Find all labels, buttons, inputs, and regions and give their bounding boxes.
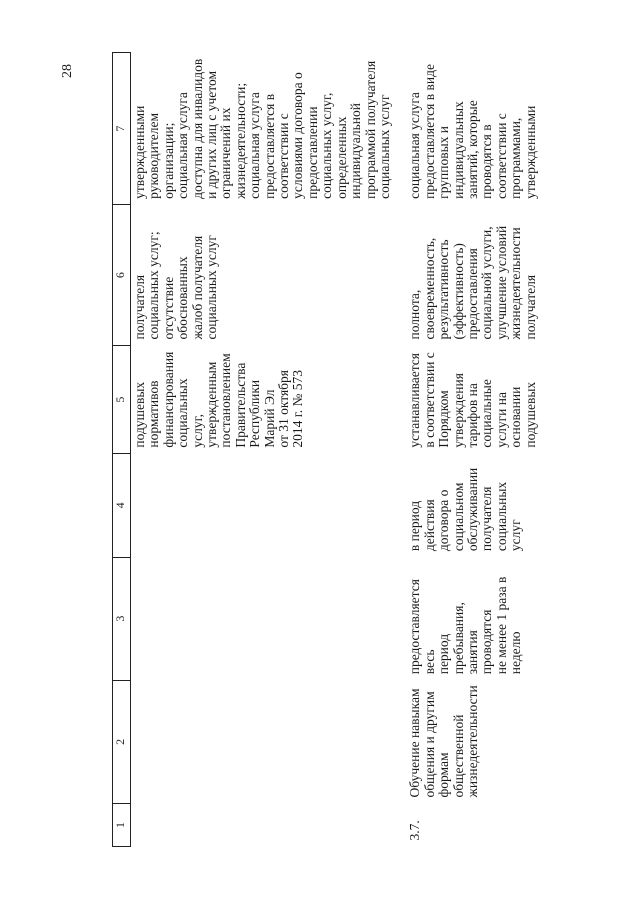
header-col-2: 2	[113, 680, 131, 803]
row-number: 3.7.	[407, 820, 423, 841]
quality-indicators-cell	[406, 205, 540, 346]
text-line: нормативов	[146, 380, 162, 448]
text-line: программами,	[508, 117, 524, 199]
text-line: отсутствие	[160, 276, 176, 340]
text-line: и других лиц с учетом	[204, 70, 220, 199]
text-line: предоставляется в виде	[421, 64, 437, 199]
services-table	[112, 52, 540, 847]
text-line: не менее 1 раза в	[493, 576, 509, 675]
tariff-cell	[406, 346, 540, 454]
text-line: социальных услуг,	[319, 92, 335, 199]
text-line: услуг,	[189, 413, 205, 448]
service-name-cell	[406, 680, 540, 803]
text-line: основании	[508, 386, 524, 448]
table-row-continued	[131, 53, 395, 847]
text-line: социальном	[450, 482, 466, 552]
text-line: обслуживании	[464, 467, 480, 552]
text-line: социальная услуга	[407, 92, 423, 199]
text-line: индивидуальной	[348, 103, 364, 199]
header-col-5: 5	[113, 346, 131, 454]
text-line: устанавливается	[407, 352, 423, 448]
text-line: договора о	[436, 489, 452, 552]
header-col-1: 1	[113, 804, 131, 847]
text-line: подушевых	[522, 381, 538, 448]
text-line: общественной	[450, 714, 466, 798]
text-line: социальной услуги,	[479, 226, 495, 340]
text-line: соответствии с	[493, 113, 509, 199]
text-line: определенных	[333, 116, 349, 199]
text-line: социальная услуга	[175, 92, 191, 199]
text-line: руководителем	[146, 112, 162, 199]
text-line: социальных	[175, 378, 191, 448]
text-line: организации;	[160, 122, 176, 199]
text-line: постановлением	[218, 353, 234, 448]
text-line: предоставления	[464, 248, 480, 340]
text-line: социальные	[479, 379, 495, 448]
text-line: занятия проводятся	[464, 609, 495, 675]
text-line: программой получателя	[362, 60, 378, 199]
text-line: групповых и	[436, 125, 452, 199]
text-line: (эффективность)	[450, 243, 466, 340]
text-line: Правительства	[232, 362, 248, 448]
header-col-3: 3	[113, 557, 131, 680]
header-col-6: 6	[113, 205, 131, 346]
prev-col5-cell	[131, 346, 395, 454]
text-line: действия	[421, 499, 437, 552]
text-line: Республики	[247, 379, 263, 448]
text-line: услуг	[508, 519, 524, 552]
text-line: доступна для инвалидов	[189, 58, 205, 199]
text-line: полнота,	[407, 289, 423, 340]
text-line: утвержденным	[204, 361, 220, 448]
text-line: социальных	[493, 481, 509, 552]
text-line: в период	[407, 500, 423, 552]
text-line: ограничений их	[218, 107, 234, 199]
header-col-7: 7	[113, 53, 131, 205]
header-row	[113, 53, 131, 847]
text-line: социальная услуга	[247, 92, 263, 199]
text-line: улучшение условий	[493, 225, 509, 340]
text-line: результативность	[436, 239, 452, 340]
text-line: период пребывания,	[436, 602, 466, 675]
text-line: социальных услуг;	[146, 231, 162, 340]
text-line: условиями договора о	[290, 72, 306, 199]
text-line: общения и другим	[421, 691, 437, 798]
text-line: предоставляется весь	[407, 579, 437, 675]
text-line: получателя	[132, 274, 147, 340]
text-line: утверждения	[450, 373, 466, 448]
text-line: жизнедеятельности	[508, 227, 524, 340]
text-line: Обучение навыкам	[407, 688, 423, 798]
text-line: от 31 октября	[276, 369, 292, 448]
text-line: обоснованных	[175, 256, 191, 340]
conditions-cell	[406, 53, 540, 205]
text-line: Порядком	[436, 390, 452, 448]
header-col-4: 4	[113, 454, 131, 557]
text-line: жизнедеятельности	[464, 685, 480, 798]
text-line: подушевых	[132, 381, 147, 448]
text-line: жалоб получателя	[189, 235, 205, 340]
text-line: предоставлении	[304, 106, 320, 199]
text-line: утвержденными	[522, 105, 538, 199]
text-line: соответствии с	[276, 113, 292, 199]
text-line: проводятся в	[479, 124, 495, 199]
text-line: 2014 г. № 573	[290, 369, 306, 448]
rotated-table-container	[112, 52, 577, 847]
text-line: социальных услуг	[376, 94, 392, 199]
prev-col7-cell	[131, 53, 395, 205]
text-line: предоставляется в	[261, 93, 277, 199]
text-line: финансирования	[160, 351, 176, 448]
prev-col6-cell	[131, 205, 395, 346]
text-line: утвержденными	[132, 105, 147, 199]
text-line: неделю	[508, 631, 524, 675]
volume-cell	[406, 557, 540, 680]
text-line: жизнедеятельности;	[232, 82, 248, 199]
text-line: социальных услуг	[204, 235, 220, 340]
text-line: получателя	[479, 486, 495, 552]
term-cell	[406, 454, 540, 557]
text-line: тарифов на	[464, 383, 480, 448]
text-line: Марий Эл	[261, 389, 277, 448]
text-line: услуги на	[493, 392, 509, 448]
text-line: формам	[436, 752, 452, 798]
text-line: получателя	[522, 274, 538, 340]
text-line: индивидуальных	[450, 101, 466, 199]
text-line: в соответствии с	[421, 352, 437, 448]
table-row-3-7	[406, 53, 540, 847]
text-line: своевременность,	[421, 237, 437, 340]
page-number: 28	[60, 64, 75, 78]
text-line: занятий, которые	[464, 100, 480, 199]
